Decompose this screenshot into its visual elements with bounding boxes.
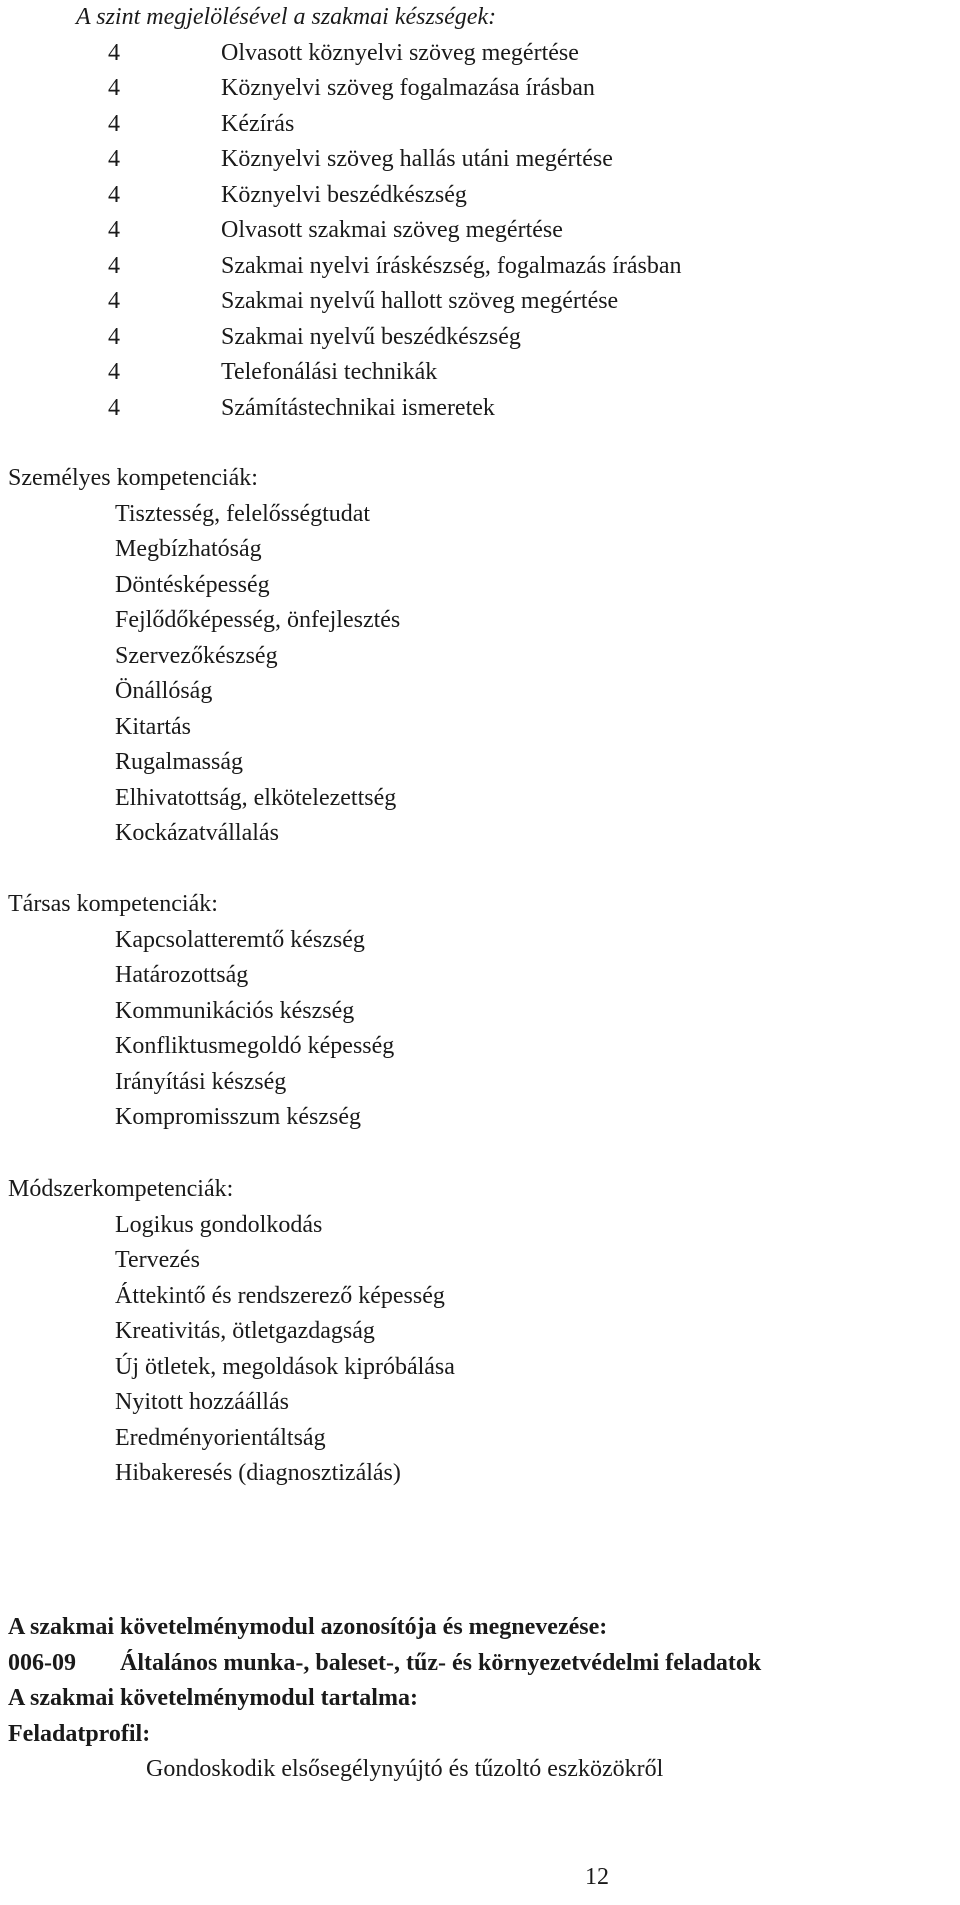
social-competences-section bbox=[0, 887, 960, 1136]
skill-level: 4 bbox=[108, 288, 120, 314]
skills-heading: A szint megjelölésével a szakmai készségek: bbox=[76, 4, 497, 30]
skill-level: 4 bbox=[108, 359, 120, 385]
skill-level: 4 bbox=[108, 323, 120, 350]
list-item: Önállóság bbox=[115, 678, 213, 704]
list-item: Határozottság bbox=[115, 962, 249, 988]
module-name: Általános munka-, baleset-, tűz- és környezetvédelmi feladatok bbox=[120, 1649, 762, 1676]
skill-text: Köznyelvi szöveg hallás utáni megértése bbox=[221, 146, 613, 172]
module-content-label: A szakmai követelménymodul tartalma: bbox=[8, 1685, 418, 1711]
profile-item: Gondoskodik elsősegélynyújtó és tűzoltó eszközökről bbox=[146, 1756, 664, 1782]
skill-row bbox=[0, 178, 960, 214]
method-competences-list bbox=[0, 1208, 960, 1492]
skill-level: 4 bbox=[108, 217, 120, 243]
skill-row bbox=[0, 213, 960, 249]
skills-section bbox=[0, 0, 960, 426]
module-section bbox=[0, 1610, 960, 1788]
personal-competences-section bbox=[0, 461, 960, 852]
skills-list bbox=[0, 36, 960, 427]
skill-text: Szakmai nyelvű hallott szöveg megértése bbox=[221, 288, 619, 314]
list-item: Szervezőkészség bbox=[115, 642, 278, 669]
list-item: Elhivatottság, elkötelezettség bbox=[115, 784, 397, 811]
list-item: Kommunikációs készség bbox=[115, 997, 355, 1024]
skill-row bbox=[0, 71, 960, 107]
skill-text: Számítástechnikai ismeretek bbox=[221, 394, 495, 421]
list-item: Új ötletek, megoldások kipróbálása bbox=[115, 1353, 455, 1380]
skill-level: 4 bbox=[108, 394, 120, 421]
skill-level: 4 bbox=[108, 181, 120, 208]
skill-row bbox=[0, 249, 960, 285]
page-number: 12 bbox=[585, 1864, 609, 1890]
skill-row bbox=[0, 391, 960, 427]
list-item: Megbízhatóság bbox=[115, 536, 262, 562]
list-item: Konfliktusmegoldó képesség bbox=[115, 1033, 395, 1059]
list-item: Tervezés bbox=[115, 1247, 200, 1273]
method-competences-section bbox=[0, 1172, 960, 1492]
skill-row bbox=[0, 320, 960, 356]
list-item: Döntésképesség bbox=[115, 571, 270, 598]
list-item: Fejlődőképesség, önfejlesztés bbox=[115, 607, 401, 633]
social-competences-list bbox=[0, 923, 960, 1136]
module-code: 006-09 bbox=[8, 1649, 76, 1676]
skill-level: 4 bbox=[108, 75, 120, 101]
personal-competences-list bbox=[0, 497, 960, 852]
list-item: Logikus gondolkodás bbox=[115, 1211, 323, 1238]
list-item: Tisztesség, felelősségtudat bbox=[115, 500, 371, 527]
skill-text: Olvasott szakmai szöveg megértése bbox=[221, 217, 563, 243]
skill-level: 4 bbox=[108, 252, 120, 279]
skill-text: Szakmai nyelvű beszédkészség bbox=[221, 323, 521, 350]
social-competences-title: Társas kompetenciák: bbox=[8, 891, 218, 917]
skill-level: 4 bbox=[108, 146, 120, 172]
list-item: Hibakeresés (diagnosztizálás) bbox=[115, 1460, 401, 1486]
skill-text: Szakmai nyelvi íráskészség, fogalmazás írásban bbox=[221, 252, 682, 279]
skill-row bbox=[0, 142, 960, 178]
list-item: Kreativitás, ötletgazdagság bbox=[115, 1318, 375, 1344]
skill-row bbox=[0, 284, 960, 320]
list-item: Eredményorientáltság bbox=[115, 1424, 326, 1451]
list-item: Rugalmasság bbox=[115, 749, 243, 775]
skill-text: Olvasott köznyelvi szöveg megértése bbox=[221, 39, 579, 66]
skill-text: Telefonálási technikák bbox=[221, 359, 438, 385]
profile-list bbox=[0, 1752, 960, 1788]
module-title-row bbox=[0, 1646, 960, 1682]
module-id-label: A szakmai követelménymodul azonosítója és megnevezése: bbox=[8, 1614, 608, 1640]
list-item: Kitartás bbox=[115, 713, 191, 740]
skill-level: 4 bbox=[108, 110, 120, 137]
skill-row bbox=[0, 355, 960, 391]
list-item: Kompromisszum készség bbox=[115, 1104, 361, 1130]
skill-row bbox=[0, 36, 960, 72]
list-item: Irányítási készség bbox=[115, 1068, 287, 1095]
list-item: Nyitott hozzáállás bbox=[115, 1389, 289, 1415]
profile-label: Feladatprofil: bbox=[8, 1720, 151, 1747]
list-item: Kapcsolatteremtő készség bbox=[115, 926, 365, 953]
list-item: Áttekintő és rendszerező képesség bbox=[115, 1282, 445, 1309]
list-item: Kockázatvállalás bbox=[115, 820, 279, 846]
method-competences-title: Módszerkompetenciák: bbox=[8, 1176, 234, 1202]
skill-text: Köznyelvi szöveg fogalmazása írásban bbox=[221, 75, 595, 101]
personal-competences-title: Személyes kompetenciák: bbox=[8, 465, 258, 491]
skill-row bbox=[0, 107, 960, 143]
skill-text: Köznyelvi beszédkészség bbox=[221, 181, 467, 208]
skill-level: 4 bbox=[108, 39, 120, 66]
skill-text: Kézírás bbox=[221, 110, 295, 137]
